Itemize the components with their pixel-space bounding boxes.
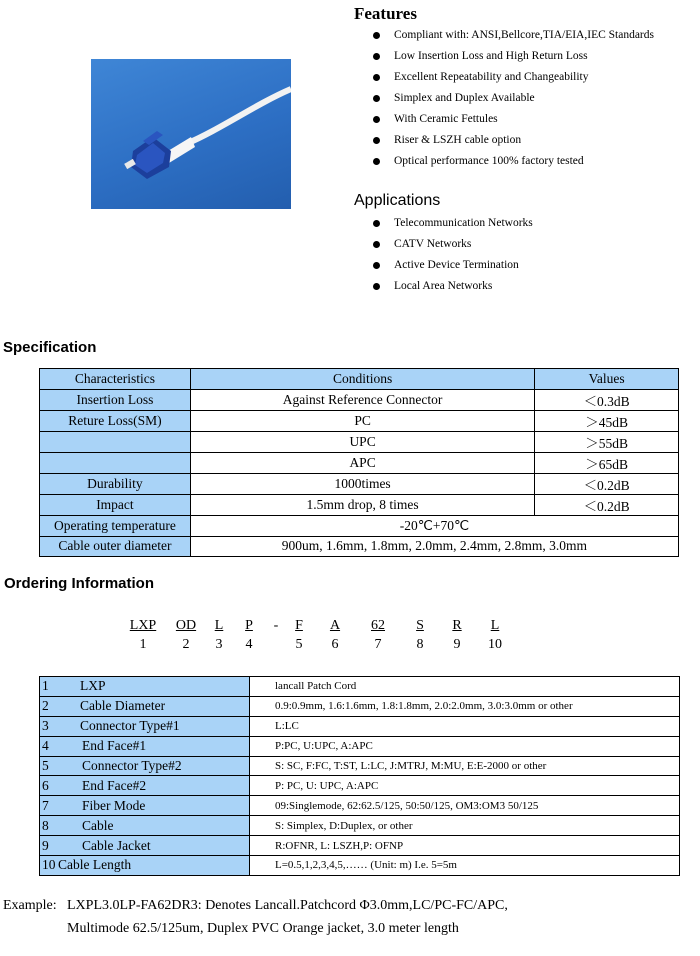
row-label: Cable bbox=[82, 817, 114, 833]
table-row bbox=[40, 452, 679, 473]
code-segment bbox=[400, 618, 440, 653]
list-item bbox=[370, 276, 533, 297]
code-letter: A bbox=[329, 618, 341, 633]
table-header-row bbox=[40, 369, 679, 390]
table-cell bbox=[40, 836, 250, 856]
list-item-text: Compliant with: ANSI,Bellcore,TIA/EIA,IEC Standards bbox=[394, 29, 654, 41]
code-segment bbox=[358, 618, 398, 653]
table-row bbox=[40, 536, 679, 557]
applications-heading: Applications bbox=[354, 192, 441, 209]
table-cell: Insertion Loss bbox=[40, 389, 191, 410]
code-letter: LXP bbox=[129, 618, 157, 633]
row-number: 2 bbox=[42, 698, 49, 714]
table-cell bbox=[40, 776, 250, 796]
code-segment bbox=[123, 618, 163, 653]
code-letter: - bbox=[273, 618, 279, 633]
column-header: Values bbox=[535, 369, 679, 390]
bullet-icon bbox=[373, 53, 380, 60]
table-row bbox=[40, 836, 680, 856]
table-cell: ＜0.3dB bbox=[535, 389, 679, 410]
list-item-text: Low Insertion Loss and High Return Loss bbox=[394, 50, 588, 62]
row-description: S: SC, F:FC, T:ST, L:LC, J:MTRJ, M:MU, E:E-2000 or other bbox=[250, 756, 680, 776]
row-number: 8 bbox=[42, 817, 49, 833]
example-label: Example: bbox=[3, 898, 57, 913]
list-item bbox=[370, 46, 654, 67]
code-segment bbox=[279, 618, 319, 653]
table-row bbox=[40, 696, 680, 716]
table-cell bbox=[40, 452, 191, 473]
table-cell bbox=[40, 736, 250, 756]
table-cell: ＜0.2dB bbox=[535, 473, 679, 494]
row-label: Connector Type#2 bbox=[82, 758, 182, 773]
list-item-text: Excellent Repeatability and Changeability bbox=[394, 71, 589, 83]
table-cell bbox=[40, 696, 250, 716]
row-description: L=0.5,1,2,3,4,5,…… (Unit: m) I.e. 5=5m bbox=[250, 856, 680, 876]
list-item bbox=[370, 130, 654, 151]
table-cell: PC bbox=[190, 410, 534, 431]
list-item bbox=[370, 151, 654, 172]
table-row bbox=[40, 736, 680, 756]
row-description: L:LC bbox=[250, 716, 680, 736]
row-label: Cable Length bbox=[58, 857, 132, 873]
code-number: 4 bbox=[245, 637, 253, 652]
table-cell bbox=[40, 856, 250, 876]
list-item-text: Simplex and Duplex Available bbox=[394, 92, 535, 104]
ordering-heading: Ordering Information bbox=[4, 575, 154, 592]
table-cell bbox=[40, 756, 250, 776]
table-row bbox=[40, 431, 679, 452]
table-cell: ＞65dB bbox=[535, 452, 679, 473]
bullet-icon bbox=[373, 241, 380, 248]
bullet-icon bbox=[373, 95, 380, 102]
row-label: End Face#2 bbox=[82, 777, 147, 793]
table-cell: ＞45dB bbox=[535, 410, 679, 431]
row-label: Fiber Mode bbox=[82, 797, 146, 813]
list-item bbox=[370, 234, 533, 255]
table-cell bbox=[40, 716, 250, 736]
example-line-2: Multimode 62.5/125um, Duplex PVC Orange jacket, 3.0 meter length bbox=[67, 921, 459, 936]
table-row bbox=[40, 816, 680, 836]
row-number: 9 bbox=[42, 837, 49, 853]
row-description: lancall Patch Cord bbox=[250, 677, 680, 697]
bullet-icon bbox=[373, 32, 380, 39]
list-item-text: Active Device Termination bbox=[394, 259, 519, 271]
row-number: 7 bbox=[42, 797, 49, 813]
table-row bbox=[40, 856, 680, 876]
table-row bbox=[40, 716, 680, 736]
table-row bbox=[40, 410, 679, 431]
code-number: 3 bbox=[215, 637, 223, 652]
list-item-text: Telecommunication Networks bbox=[394, 217, 533, 229]
row-number: 3 bbox=[42, 718, 49, 734]
list-item bbox=[370, 109, 654, 130]
bullet-icon bbox=[373, 262, 380, 269]
table-row bbox=[40, 776, 680, 796]
row-label: Cable Diameter bbox=[80, 698, 166, 714]
code-number: 9 bbox=[453, 637, 461, 652]
table-row bbox=[40, 796, 680, 816]
lc-connector-image bbox=[91, 59, 291, 209]
table-row bbox=[40, 515, 679, 536]
example-line-1: LXPL3.0LP-FA62DR3: Denotes Lancall.Patchcord Φ3.0mm,LC/PC-FC/APC, bbox=[67, 898, 508, 913]
ordering-table bbox=[39, 676, 680, 876]
code-segment bbox=[315, 618, 355, 653]
row-number: 6 bbox=[42, 777, 49, 793]
bullet-icon bbox=[373, 116, 380, 123]
table-cell: Cable outer diameter bbox=[40, 536, 191, 557]
code-number: 5 bbox=[295, 637, 303, 652]
table-cell: 1000times bbox=[190, 473, 534, 494]
row-description: 0.9:0.9mm, 1.6:1.6mm, 1.8:1.8mm, 2.0:2.0mm, 3.0:3.0mm or other bbox=[250, 696, 680, 716]
ordering-code bbox=[0, 618, 700, 658]
column-header: Characteristics bbox=[40, 369, 191, 390]
code-number: 10 bbox=[488, 637, 502, 652]
table-row bbox=[40, 389, 679, 410]
row-description: R:OFNR, L: LSZH,P: OFNP bbox=[250, 836, 680, 856]
code-segment bbox=[475, 618, 515, 653]
row-number: 10 bbox=[42, 857, 56, 873]
list-item bbox=[370, 255, 533, 276]
code-number: 8 bbox=[416, 637, 424, 652]
bullet-icon bbox=[373, 283, 380, 290]
row-number: 4 bbox=[42, 738, 49, 754]
list-item-text: Local Area Networks bbox=[394, 280, 493, 292]
code-letter: F bbox=[295, 618, 303, 633]
row-description: P: PC, U: UPC, A:APC bbox=[250, 776, 680, 796]
row-number: 5 bbox=[42, 758, 49, 773]
code-number: 1 bbox=[139, 637, 147, 652]
table-cell: 1.5mm drop, 8 times bbox=[190, 494, 534, 515]
column-header: Conditions bbox=[190, 369, 534, 390]
list-item bbox=[370, 88, 654, 109]
code-letter: OD bbox=[175, 618, 197, 633]
table-cell bbox=[40, 431, 191, 452]
row-description: S: Simplex, D:Duplex, or other bbox=[250, 816, 680, 836]
list-item bbox=[370, 67, 654, 88]
row-label: Cable Jacket bbox=[82, 837, 151, 853]
bullet-icon bbox=[373, 158, 380, 165]
list-item bbox=[370, 25, 654, 46]
list-item-text: Riser & LSZH cable option bbox=[394, 134, 522, 146]
table-cell bbox=[40, 816, 250, 836]
table-cell: 900um, 1.6mm, 1.8mm, 2.0mm, 2.4mm, 2.8mm, 3.0mm bbox=[190, 536, 678, 557]
specification-table bbox=[39, 368, 679, 557]
code-letter: R bbox=[452, 618, 462, 633]
bullet-icon bbox=[373, 74, 380, 81]
code-letter: S bbox=[416, 618, 424, 633]
code-letter: L bbox=[214, 618, 224, 633]
code-number: 7 bbox=[374, 637, 382, 652]
list-item-text: Optical performance 100% factory tested bbox=[394, 155, 584, 167]
row-description: 09:Singlemode, 62:62.5/125, 50:50/125, OM3:OM3 50/125 bbox=[250, 796, 680, 816]
row-label: End Face#1 bbox=[82, 738, 147, 754]
table-cell: Against Reference Connector bbox=[190, 389, 534, 410]
table-row bbox=[40, 473, 679, 494]
applications-list bbox=[370, 213, 533, 297]
code-letter: L bbox=[490, 618, 500, 633]
row-label: LXP bbox=[80, 678, 106, 694]
table-cell bbox=[40, 796, 250, 816]
code-number: 6 bbox=[331, 637, 339, 652]
product-photo bbox=[91, 59, 291, 209]
features-heading: Features bbox=[354, 4, 417, 23]
bullet-icon bbox=[373, 137, 380, 144]
row-description: P:PC, U:UPC, A:APC bbox=[250, 736, 680, 756]
code-segment bbox=[437, 618, 477, 653]
specification-heading: Specification bbox=[3, 339, 97, 356]
code-letter: P bbox=[245, 618, 253, 633]
table-cell: ＞55dB bbox=[535, 431, 679, 452]
features-list bbox=[370, 25, 654, 172]
row-number: 1 bbox=[42, 678, 49, 694]
table-cell: ＜0.2dB bbox=[535, 494, 679, 515]
list-item-text: With Ceramic Fettules bbox=[394, 113, 498, 125]
table-cell: Reture Loss(SM) bbox=[40, 410, 191, 431]
code-letter: 62 bbox=[371, 618, 385, 633]
row-label: Connector Type#1 bbox=[80, 718, 180, 734]
list-item bbox=[370, 213, 533, 234]
code-number: 2 bbox=[182, 637, 190, 652]
table-cell bbox=[40, 677, 250, 697]
table-cell: Impact bbox=[40, 494, 191, 515]
table-cell: APC bbox=[190, 452, 534, 473]
bullet-icon bbox=[373, 220, 380, 227]
table-row bbox=[40, 677, 680, 697]
list-item-text: CATV Networks bbox=[394, 238, 472, 250]
table-cell: Durability bbox=[40, 473, 191, 494]
table-row bbox=[40, 756, 680, 776]
table-row bbox=[40, 494, 679, 515]
table-cell: -20℃+70℃ bbox=[190, 515, 678, 536]
table-cell: UPC bbox=[190, 431, 534, 452]
table-cell: Operating temperature bbox=[40, 515, 191, 536]
